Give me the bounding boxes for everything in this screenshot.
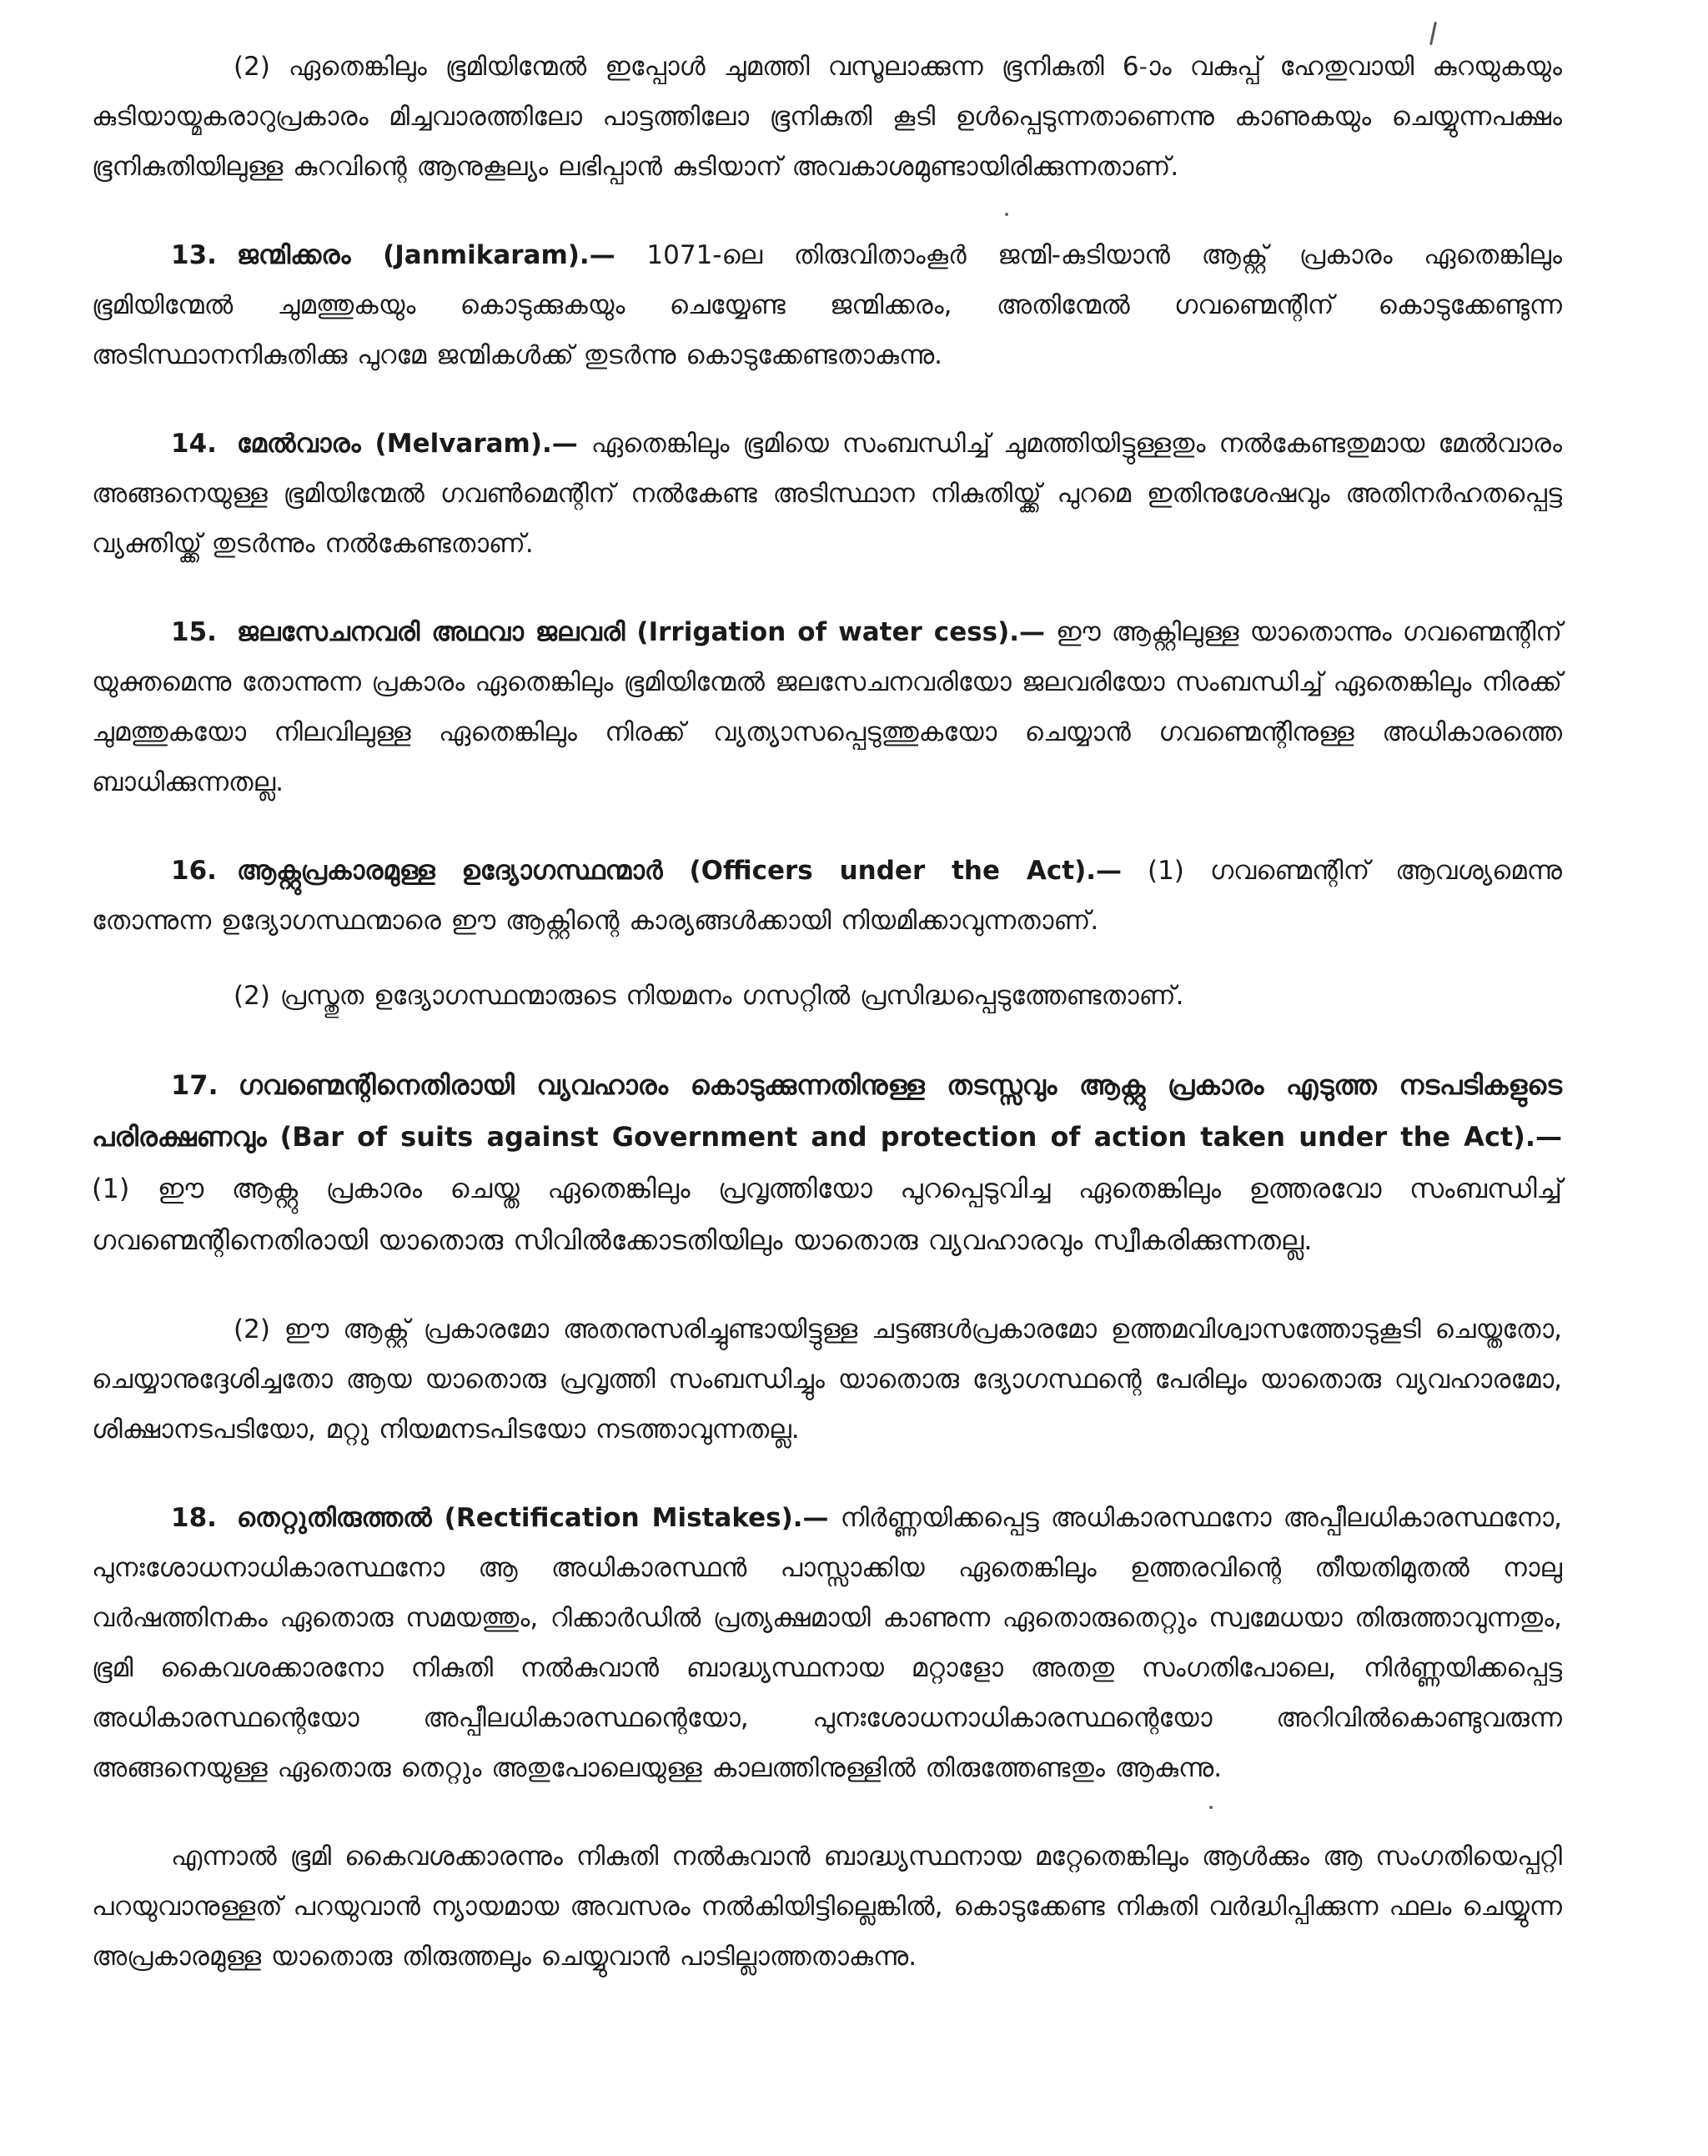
- scan-dot: [1005, 213, 1008, 216]
- section-heading: ഗവണ്മെന്റിനെതിരായി വ്യവഹാരം കൊടുക്കുന്നതിനുള്ള തടസ്സവും ആക്റ്റു പ്രകാരം എടുത്ത നടപടികളുടെ പരിരക്ഷണവും (Bar of suits against Government and protection of action taken under the Act).—: [92, 1069, 1562, 1153]
- section-16-officers: [92, 846, 1562, 946]
- section-heading: ആക്റ്റുപ്രകാരമുള്ള ഉദ്യോഗസ്ഥന്മാർ (Officers under the Act).—: [236, 856, 1123, 886]
- paragraph-text: (2) ഈ ആക്റ്റ് പ്രകാരമോ അതനുസരിച്ചുണ്ടായിട്ടുള്ള ചട്ടങ്ങൾപ്രകാരമോ ഉത്തമവിശ്വാസത്തോടുകൂടി ചെയ്തതോ, ചെയ്യാനുദ്ദേശിച്ചതോ ആയ യാതൊരു പ്രവൃത്തി സംബന്ധിച്ചും യാതൊരു ദ്യോഗസ്ഥന്റെ പേരിലും യാതൊരു വ്യവഹാരമോ, ശിക്ഷാനടപടിയോ, മറ്റു നിയമനടപിടയോ നടത്താവുന്നതല്ല.: [92, 1314, 1562, 1445]
- paragraph-text: നിർണ്ണയിക്കപ്പെട്ട അധികാരസ്ഥനോ അപ്പീലധികാരസ്ഥനോ, പുനഃശോധനാധികാരസ്ഥനോ ആ അധികാരസ്ഥൻ പാസ്സാക്കിയ ഏതെങ്കിലും ഉത്തരവിന്റെ തീയതിമുതൽ നാലു വർഷത്തിനകം ഏതൊരു സമയത്തും, റിക്കാർഡിൽ പ്രത്യക്ഷമായി കാണുന്ന ഏതൊരുതെറ്റും സ്വമേധയാ തിരുത്താവുന്നതും, ഭൂമി കൈവശക്കാരനോ നികുതി നൽകുവാൻ ബാദ്ധ്യസ്ഥനായ മറ്റാളോ അതതു സംഗതിപോലെ, നിർണ്ണയിക്കപ്പെട്ട അധികാരസ്ഥന്റെയോ അപ്പീലധികാരസ്ഥന്റെയോ, പുനഃശോധനാധികാരസ്ഥന്റെയോ അറിവിൽകൊണ്ടുവരുന്ന അങ്ങനെയുള്ള ഏതൊരു തെറ്റും അതുപോലെയുള്ള കാലത്തിനുള്ളിൽ തിരുത്തേണ്ടതും ആകുന്നു.: [92, 1503, 1562, 1783]
- section-number: 18.: [171, 1503, 217, 1533]
- paragraph-text: എന്നാൽ ഭൂമി കൈവശക്കാരന്നും നികുതി നൽകുവാൻ ബാദ്ധ്യസ്ഥനായ മറ്റേതെങ്കിലും ആൾക്കും ആ സംഗതിയെപ്പറ്റി പറയുവാനുള്ളത് പറയുവാൻ ന്യായമായ അവസരം നൽകിയിട്ടില്ലെങ്കിൽ, കൊടുക്കേണ്ട നികുതി വർദ്ധിപ്പിക്കുന്ന ഫലം ചെയ്യുന്ന അപ്രകാരമുള്ള യാതൊരു തിരുത്തലും ചെയ്യുവാൻ പാടില്ലാത്തതാകുന്നു.: [92, 1842, 1562, 1972]
- paragraph-text: 1071-ലെ തിരുവിതാംകൂർ ജന്മി-കുടിയാൻ ആക്റ്റ് പ്രകാരം ഏതെങ്കിലും ഭൂമിയിന്മേൽ ചുമത്തുകയും കൊടുക്കുകയും ചെയ്യേണ്ട ജന്മിക്കരം, അതിന്മേൽ ഗവണ്മെന്റിന് കൊടുക്കേണ്ടുന്ന അടിസ്ഥാനനികുതിക്കു പുറമേ ജന്മികൾക്ക് തുടർന്നു കൊടുക്കേണ്ടതാകുന്നു.: [92, 240, 1562, 370]
- section-heading: ജന്മിക്കരം (Janmikaram).—: [236, 240, 615, 270]
- section-18-rectification: [92, 1493, 1562, 1793]
- section-heading: തെറ്റുതിരുത്തൽ (Rectification Mistakes).—: [236, 1503, 829, 1533]
- section-number: 15.: [171, 617, 217, 647]
- paragraph-text: (1) ഗവണ്മെന്റിന് ആവശ്യമെന്നു തോന്നുന്ന ഉദ്യോഗസ്ഥന്മാരെ ഈ ആക്റ്റിന്റെ കാര്യങ്ങൾക്കായി നിയമിക്കാവുന്നതാണ്.: [92, 856, 1562, 936]
- section-13-janmikaram: [92, 230, 1562, 380]
- section-number: 17.: [171, 1069, 219, 1101]
- paragraph-text: (2) പ്രസ്തുത ഉദ്യോഗസ്ഥന്മാരുടെ നിയമനം ഗസറ്റിൽ പ്രസിദ്ധപ്പെടുത്തേണ്ടതാണ്.: [234, 981, 1184, 1011]
- subsection-17-2: [92, 1304, 1562, 1455]
- section-14-melvaram: [92, 419, 1562, 569]
- section-17-bar-of-suits: [92, 1059, 1562, 1266]
- section-number: 14.: [171, 429, 217, 459]
- section-heading: ജലസേചനവരി അഥവാ ജലവരി (Irrigation of water cess).—: [236, 617, 1046, 647]
- section-15-irrigation-cess: [92, 607, 1562, 807]
- paragraph-text: (2) ഏതെങ്കിലും ഭൂമിയിന്മേൽ ഇപ്പോൾ ചുമത്തി വസൂലാക്കുന്ന ഭൂനികുതി 6-ാം വകുപ്പ് ഹേതുവായി കുറയുകയും കുടിയായ്മകരാറുപ്രകാരം മിച്ചവാരത്തിലോ പാട്ടത്തിലോ ഭൂനികുതി കൂടി ഉൾപ്പെടുന്നതാണെന്നു കാണുകയും ചെയ്യുന്നപക്ഷം ഭൂനികുതിയിലുള്ള കുറവിന്റെ ആനുകൂല്യം ലഭിപ്പാൻ കുടിയാന് അവകാശമുണ്ടായിരിക്കുന്നതാണ്.: [92, 52, 1562, 182]
- section-18-proviso: [92, 1832, 1562, 1982]
- section-number: 13.: [171, 240, 217, 270]
- subsection-12-2: [92, 42, 1562, 192]
- scan-dot: [1209, 1806, 1213, 1809]
- paragraph-text: ഏതെങ്കിലും ഭൂമിയെ സംബന്ധിച്ച് ചുമത്തിയിട്ടുള്ളതും നൽകേണ്ടതുമായ മേൽവാരം അങ്ങനെയുള്ള ഭൂമിയിന്മേൽ ഗവൺമെന്റിന് നൽകേണ്ട അടിസ്ഥാന നികുതിയ്ക്ക് പുറമെ ഇതിനുശേഷവും അതിനർഹതപ്പെട്ട വ്യക്തിയ്ക്ക് തുടർന്നും നൽകേണ്ടതാണ്.: [92, 429, 1562, 559]
- section-heading: മേൽവാരം (Melvaram).—: [236, 429, 578, 459]
- paragraph-text: (1) ഈ ആക്റ്റു പ്രകാരം ചെയ്ത ഏതെങ്കിലും പ്രവൃത്തിയോ പുറപ്പെടുവിച്ച ഏതെങ്കിലും ഉത്തരവോ സംബന്ധിച്ച് ഗവണ്മെന്റിനെതിരായി യാതൊരു സിവിൽക്കോടതിയിലും യാതൊരു വ്യവഹാരവും സ്വീകരിക്കുന്നതല്ല.: [92, 1173, 1562, 1256]
- subsection-16-2: [92, 971, 1562, 1021]
- section-number: 16.: [171, 856, 217, 886]
- paragraph-text: ഈ ആക്റ്റിലുള്ള യാതൊന്നും ഗവണ്മെന്റിന് യുക്തമെന്നു തോന്നുന്ന പ്രകാരം ഏതെങ്കിലും ഭൂമിയിന്മേൽ ജലസേചനവരിയോ ജലവരിയോ സംബന്ധിച്ച് ഏതെങ്കിലും നിരക്ക് ചുമത്തുകയോ നിലവിലുള്ള ഏതെങ്കിലും നിരക്ക് വ്യത്യാസപ്പെടുത്തുകയോ ചെയ്യാൻ ഗവണ്മെന്റിനുള്ള അധികാരത്തെ ബാധിക്കുന്നതല്ല.: [92, 617, 1562, 797]
